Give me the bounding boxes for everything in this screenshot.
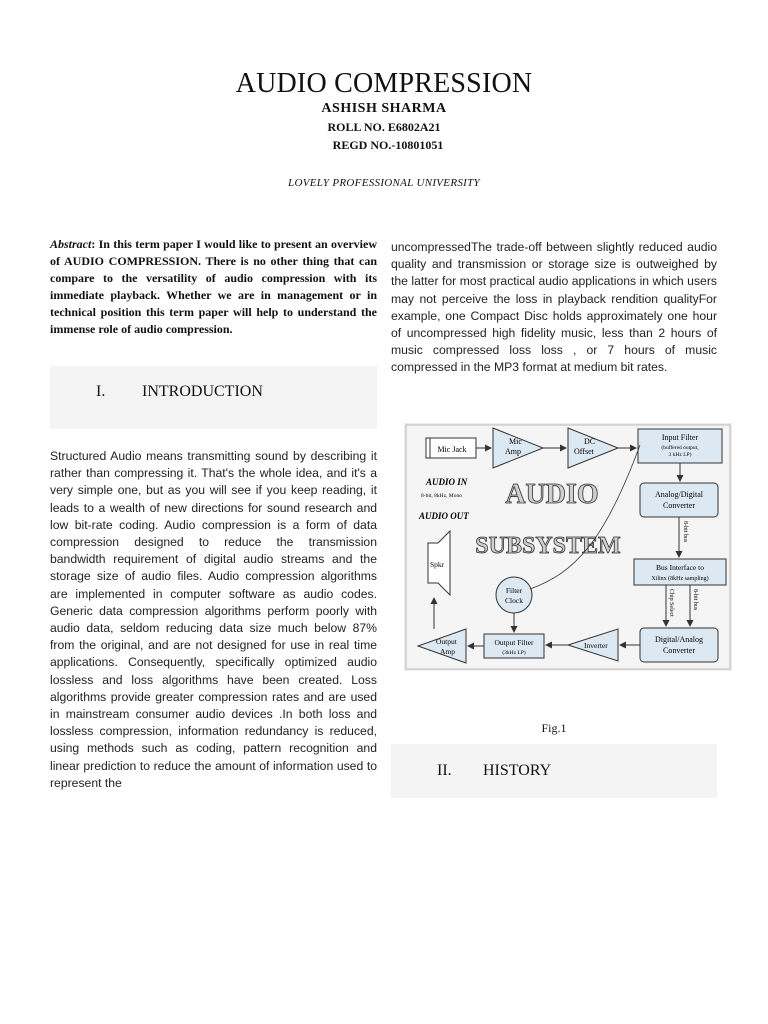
paper-title: AUDIO COMPRESSION	[235, 68, 533, 99]
input-filter-sub-2: 3 kHz LP)	[668, 452, 692, 458]
section-number: I.	[96, 383, 106, 400]
inverter-label: Inverter	[584, 641, 608, 650]
input-filter-sub-1: (buffered output,	[661, 445, 699, 451]
abstract-text: : In this term paper I would like to present an overview of AUDIO COMPRESSION. There is no other thing that can compare to the versatility of audio compression with its immediate playback. Whether we are in management or in technical position this term paper will help to understand the immense role of audio compression.	[50, 237, 377, 336]
mic-amp-label-2: Amp	[505, 447, 521, 456]
abstract	[50, 236, 377, 338]
roll-number: ROLL NO. E6802A21	[327, 120, 441, 134]
speaker-label: Spkr	[430, 560, 445, 569]
output-amp-label-1: Output	[436, 637, 457, 646]
input-filter-label: Input Filter	[661, 433, 699, 442]
regd-number: REGD NO.-10801051	[332, 138, 444, 152]
dac-box	[640, 628, 718, 662]
audio-out-label: AUDIO OUT	[419, 511, 469, 521]
mic-jack-label: Mic Jack	[437, 445, 467, 454]
dc-offset-label-2: Offset	[574, 447, 594, 456]
body-text-left: Structured Audio means transmitting sound by describing it rather than compressing it. That's the whole idea, and it's a very simple one, but as you will see if you keep reading, it leads to a wealth of new directions for sound research and low bit-rate coding. Audio compression is a form of data compression designed to reduce the transmission bandwidth requirement of digital audio streams and the storage size of audio files. Audio compression algorithms are implemented in computer software as audio codes. Generic data compression algorithms perform poorly with audio data, seldom reducing data size much below 87% from the original, and are not designed for use in real time applications. Consequently, specifically optimized audio lossless and loss algorithms have been created. Loss algorithms provide greater compression rates and are used in mainstream consumer audio devices .In both loss and lossless compression, information redundancy is reduced, using methods such as coding, pattern recognition and linear prediction to reduce the amount of information used to represent the	[50, 449, 377, 790]
dac-label-1: Digital/Analog	[655, 635, 703, 644]
section-number: II.	[437, 762, 452, 779]
section-title: INTRODUCTION	[142, 383, 263, 400]
filter-clock-label-1: Filter	[505, 586, 523, 595]
mic-amp-label-1: Mic	[509, 437, 522, 446]
section-intro-heading	[96, 383, 263, 401]
filter-clock-shape	[496, 577, 532, 613]
filter-clock-label-2: Clock	[505, 596, 523, 605]
adc-label-2: Converter	[663, 501, 695, 510]
audio-subsystem-figure	[404, 423, 732, 671]
output-amp-label-2: Amp	[440, 647, 455, 656]
adc-box	[640, 483, 718, 517]
chip-select-label: Chip Select	[668, 589, 674, 617]
audio-in-spec: 8-bit, 8kHz, Mono	[421, 493, 462, 499]
bit-bus-label-1: 8-bit bus	[682, 521, 688, 543]
university-name: LOVELY PROFESSIONAL UNIVERSITY	[288, 177, 480, 189]
bus-interface-label-1: Bus Interface to	[656, 563, 704, 572]
section-title: HISTORY	[483, 762, 552, 779]
output-filter-label-2: (3kHz LP)	[502, 650, 526, 656]
body-text-right: uncompressedThe trade-off between slightly reduced audio quality and transmission or storage size is outweighed by the latter for most practical audio applications in which users may not perceive the loss in playback rendition qualityFor example, one Compact Disc holds approximately one hour of uncompressed high fidelity music, less than 2 hours of music compressed loss loss , or 7 hours of music compressed in the MP3 format at medium bit rates.	[391, 240, 717, 375]
audio-in-label: AUDIO IN	[426, 477, 468, 487]
author-name: ASHISH SHARMA	[321, 101, 447, 116]
section-history-heading	[437, 762, 551, 780]
abstract-lead: Abstract	[50, 237, 92, 251]
adc-label-1: Analog/Digital	[655, 490, 703, 499]
dc-offset-label-1: DC	[584, 437, 596, 446]
figure-caption: Fig.1	[541, 721, 567, 735]
bus-interface-label-2: Xilinx (8kHz sampling)	[651, 576, 709, 582]
subsystem-big-label: SUBSYSTEM	[475, 533, 621, 559]
audio-big-label: AUDIO	[505, 479, 599, 510]
dac-label-2: Converter	[663, 646, 695, 655]
output-filter-label-1: Output Filter	[494, 638, 534, 647]
bit-bus-label-2: 8-bit bus	[692, 589, 698, 611]
